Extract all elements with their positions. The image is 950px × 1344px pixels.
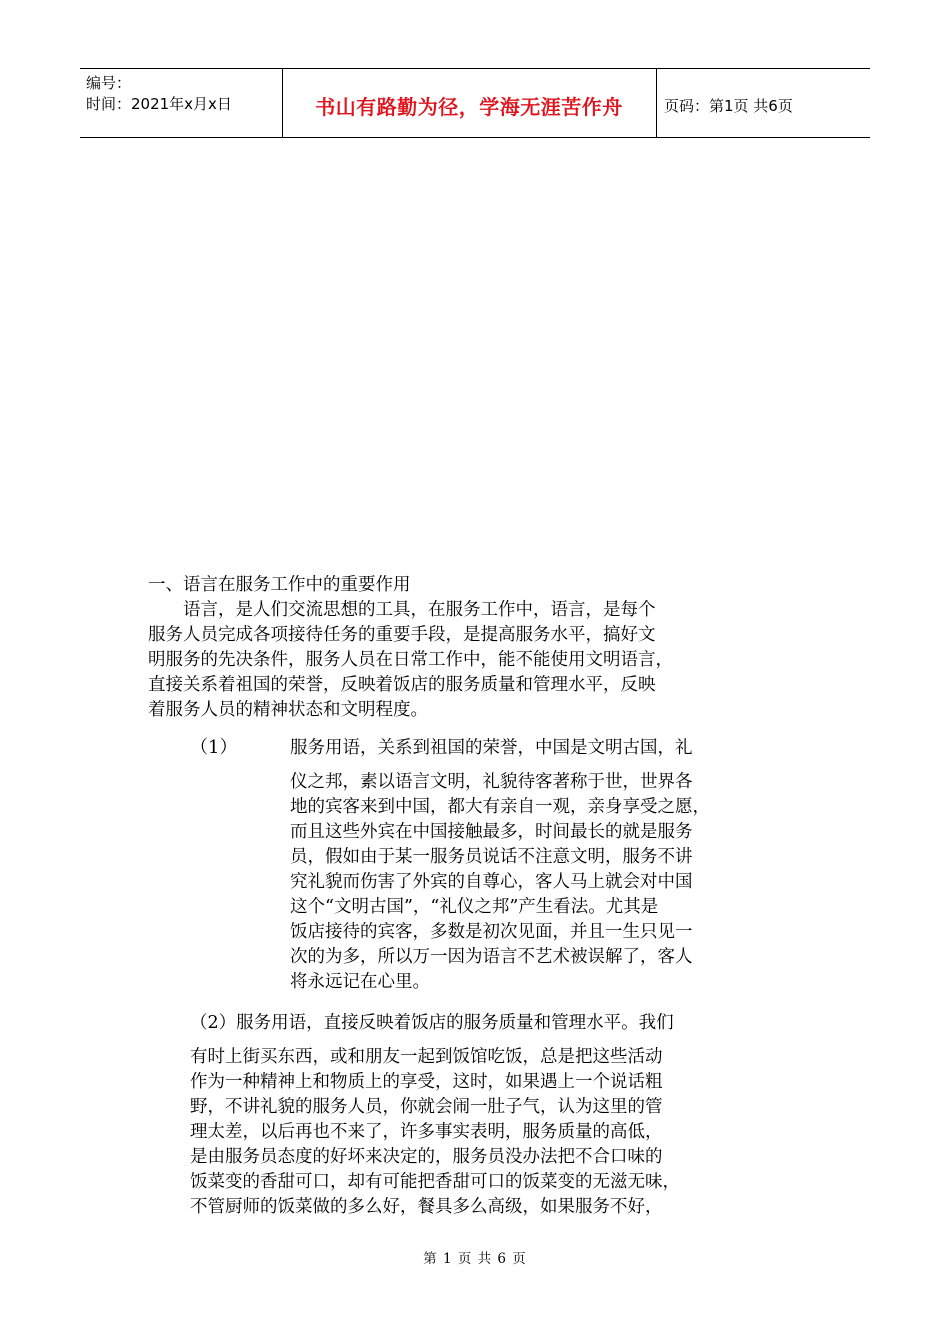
text-line: 服务人员完成各项接待任务的重要手段，是提高服务水平，搞好文 <box>148 625 656 645</box>
text-line: 野，不讲礼貌的服务人员，你就会闹一肚子气，认为这里的管 <box>190 1097 663 1117</box>
text-line: 而且这些外宾在中国接触最多，时间最长的就是服务 <box>290 822 693 842</box>
text-line: 究礼貌而伤害了外宾的自尊心，客人马上就会对中国 <box>290 872 693 892</box>
text-line: 这个“文明古国”，“礼仪之邦”产生看法。尤其是 <box>290 897 659 917</box>
text-line: 是由服务员态度的好坏来决定的，服务员没办法把不合口味的 <box>190 1147 663 1167</box>
text-line: 作为一种精神上和物质上的享受，这时，如果遇上一个说话粗 <box>190 1072 663 1092</box>
header-motto-cell <box>282 69 657 137</box>
text-line: 服务用语，关系到祖国的荣誉，中国是文明古国，礼 <box>290 738 693 758</box>
text-line: 员，假如由于某一服务员说话不注意文明，服务不讲 <box>290 847 693 867</box>
number-label: 编号： <box>86 74 132 92</box>
text-line: 饭菜变的香甜可口，却有可能把香甜可口的饭菜变的无滋无味， <box>190 1172 680 1192</box>
document-header <box>80 68 870 138</box>
motto: 书山有路勤为径，学海无涯苦作舟 <box>315 95 623 119</box>
page-label: 页码：第1页 共6页 <box>664 97 793 115</box>
text-line: 地的宾客来到中国，都大有亲自一观，亲身享受之愿， <box>290 797 710 817</box>
text-line: 次的为多，所以万一因为语言不艺术被误解了，客人 <box>290 947 693 967</box>
text-line: 有时上街买东西，或和朋友一起到饭馆吃饭，总是把这些活动 <box>190 1047 663 1067</box>
text-line: 饭店接待的宾客，多数是初次见面，并且一生只见一 <box>290 922 693 942</box>
text-line: （2）服务用语，直接反映着饭店的服务质量和管理水平。我们 <box>190 1013 674 1033</box>
text-line: 直接关系着祖国的荣誉，反映着饭店的服务质量和管理水平，反映 <box>148 675 656 695</box>
text-line: 将永远记在心里。 <box>290 972 430 992</box>
page-footer: 第 1 页 共 6 页 <box>423 1251 527 1267</box>
item-number: （1） <box>190 737 238 758</box>
text-line: 仪之邦，素以语言文明，礼貌待客著称于世，世界各 <box>290 772 693 792</box>
text-line: 语言，是人们交流思想的工具，在服务工作中，语言，是每个 <box>148 600 656 620</box>
header-meta-cell <box>80 69 283 137</box>
time-label: 时间：2021年x月x日 <box>86 95 232 113</box>
text-line: 理太差，以后再也不来了，许多事实表明，服务质量的高低， <box>190 1122 663 1142</box>
text-line: 着服务人员的精神状态和文明程度。 <box>148 700 428 720</box>
section-heading: 一、语言在服务工作中的重要作用 <box>148 575 411 595</box>
header-page-cell <box>656 69 870 137</box>
text-line: 明服务的先决条件，服务人员在日常工作中，能不能使用文明语言， <box>148 650 673 670</box>
text-line: 不管厨师的饭菜做的多么好，餐具多么高级，如果服务不好， <box>190 1197 663 1217</box>
